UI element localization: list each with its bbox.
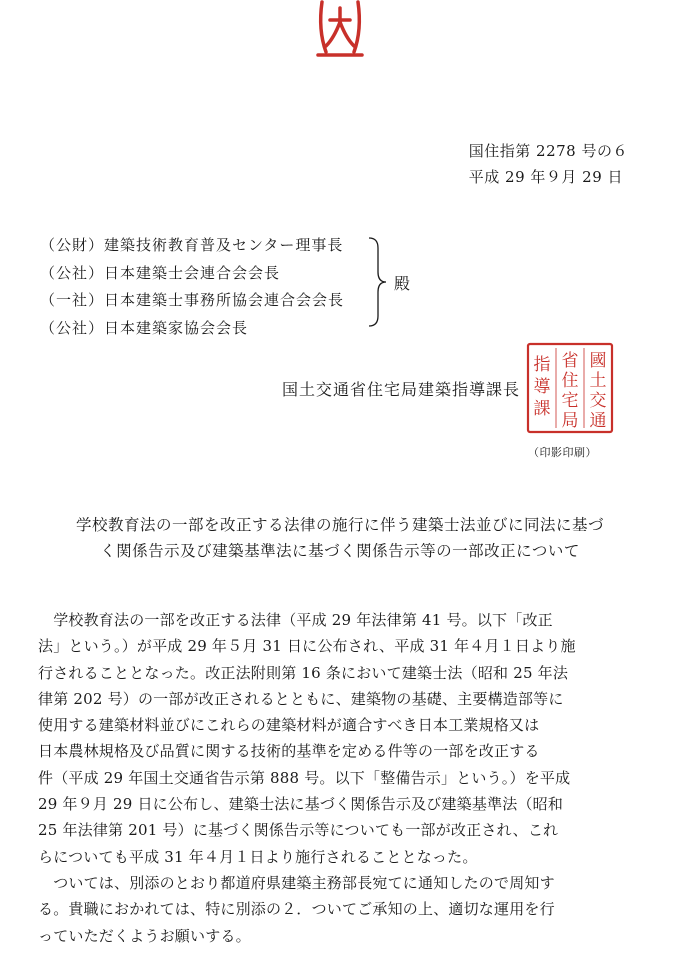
svg-text:指: 指 [533,355,551,375]
svg-text:局: 局 [561,411,579,431]
svg-text:交: 交 [589,391,607,411]
body-line: 行されることとなった。改正法附則第 16 条において建築士法（昭和 25 年法 [38,663,569,682]
body-line: る。貴職におかれては、特に別添の２．ついてご承知の上、適切な運用を行 [38,900,555,919]
body-line: 件（平成 29 年国土交通省告示第 888 号。以下「整備告示」という。）を平成 [38,768,571,787]
body-line: 25 年法律第 201 号）に基づく関係告示等についても一部が改正され、これ [38,821,559,840]
subject-title [0,512,680,564]
addressee-list [40,232,344,342]
svg-text:國: 國 [589,351,607,371]
svg-text:課: 課 [533,399,551,419]
body-line: 法」という。）が平成 29 年５月 31 日に公布され、平成 31 年４月１日より施 [38,637,576,656]
svg-text:宅: 宅 [561,391,579,411]
body-line: 使用する建築材料並びにこれらの建築材料が適合すべき日本工業規格又は [38,716,540,735]
seal-caption: （印影印刷） [528,446,597,459]
addressee-item: （公社）日本建築士会連合会会長 [40,263,281,282]
honorific: 殿 [394,274,411,293]
doc-number: 国住指第 2278 号の６ [468,142,628,160]
official-seal [526,342,614,434]
svg-text:省: 省 [561,351,579,371]
svg-text:導: 導 [533,377,551,397]
body-line: らについても平成 31 年４月１日より施行されることとなった。 [38,847,478,866]
body-line: っていただくようお願いする。 [38,926,251,945]
body-line: 学校教育法の一部を改正する法律（平成 29 年法律第 41 号。以下「改正 [38,611,553,629]
sender-title: 国土交通省住宅局建築指導課長 [282,380,521,399]
body-line: ついては、別添のとおり都道府県建築主務部長宛てに通知したので周知す [38,873,555,892]
curly-brace [366,236,388,328]
body-text [38,607,650,949]
addressee-item: （一社）日本建築士事務所協会連合会会長 [40,291,345,309]
subject-line: く関係告示及び建築基準法に基づく関係告示等の一部改正について [100,542,580,560]
subject-line: 学校教育法の一部を改正する法律の施行に伴う建築士法並びに同法に基づ [75,516,604,534]
body-line: 律第 202 号）の一部が改正されるとともに、建築物の基礎、主要構造部等に [38,689,564,708]
body-line: 日本農林規格及び品質に関する技術的基準を定める件等の一部を改正する [38,742,540,761]
addressee-item: （公社）日本建築家協会会長 [40,318,249,337]
doc-date: 平成 29 年９月 29 日 [468,168,624,186]
red-stamp-fragment [300,0,380,60]
svg-text:土: 土 [589,371,607,391]
svg-text:住: 住 [561,371,579,391]
svg-text:通: 通 [589,411,607,431]
body-line: 29 年９月 29 日に公布し、建築士法に基づく関係告示及び建築基準法（昭和 [38,795,564,814]
document-reference [469,138,628,190]
addressee-item: （公財）建築技術教育普及センター理事長 [40,236,344,254]
